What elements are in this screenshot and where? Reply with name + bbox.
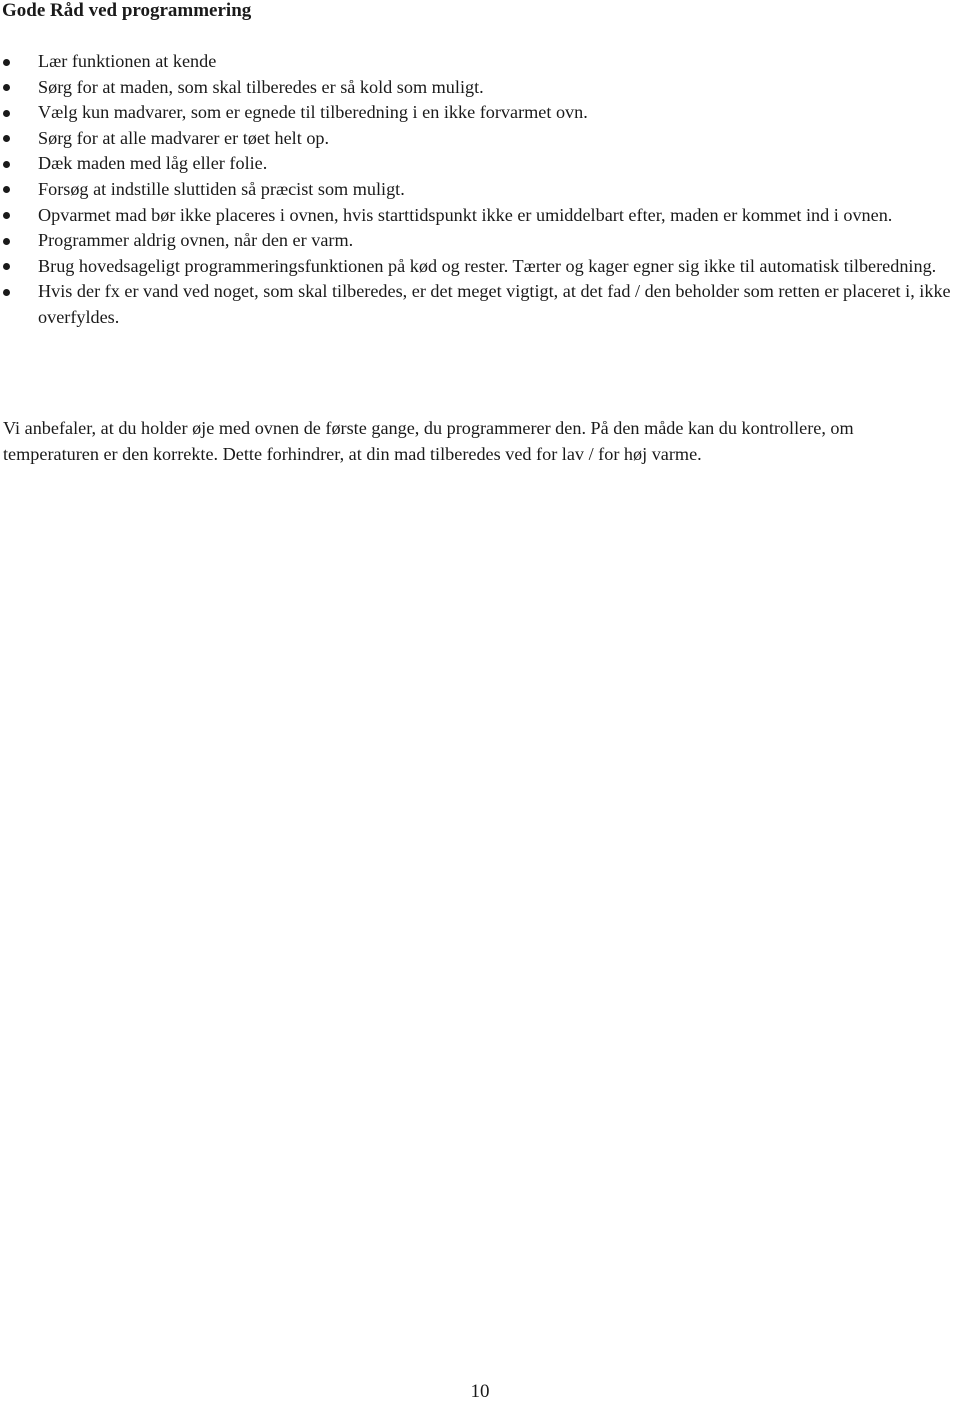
bullet-icon: [3, 186, 10, 193]
bullet-icon: [3, 59, 10, 66]
bullet-icon: [3, 212, 10, 219]
list-item-text: Programmer aldrig ovnen, når den er varm.: [38, 230, 354, 251]
bullet-icon: [3, 289, 10, 296]
list-item-text: Hvis der fx er vand ved noget, som skal tilberedes, er det meget vigtigt, at det fad / den beholder som retten er placeret i, ikke overfyldes.: [38, 281, 951, 327]
bullet-icon: [3, 84, 10, 91]
list-item: [0, 279, 960, 330]
list-item: [0, 126, 960, 152]
list-item-text: Sørg for at maden, som skal tilberedes er så kold som muligt.: [38, 76, 484, 97]
list-item: [0, 177, 960, 203]
bullet-icon: [3, 161, 10, 168]
bullet-icon: [3, 263, 10, 270]
page-number: 10: [470, 1381, 490, 1402]
bullet-icon: [3, 135, 10, 142]
list-item-text: Sørg for at alle madvarer er tøet helt op.: [38, 127, 330, 148]
page-title: Gode Råd ved programmering: [2, 0, 252, 21]
list-item-text: Opvarmet mad bør ikke placeres i ovnen, hvis starttidspunkt ikke er umiddelbart efter, maden er kommet ind i ovnen.: [38, 204, 893, 225]
list-item: [0, 100, 960, 126]
list-item: [0, 151, 960, 177]
list-item: [0, 203, 960, 229]
list-item: [0, 49, 960, 75]
list-item: [0, 254, 960, 280]
list-item-text: Brug hovedsageligt programmeringsfunktionen på kød og rester. Tærter og kager egner sig ikke til automatisk tilberedning.: [38, 255, 937, 276]
recommendation-paragraph: Vi anbefaler, at du holder øje med ovnen de første gange, du programmerer den. På den måde kan du kontrollere, om temperaturen er den korrekte. Dette forhindrer, at din mad tilberedes ved for lav / for høj varme.: [3, 418, 854, 464]
bullet-icon: [3, 110, 10, 117]
list-item: [0, 228, 960, 254]
list-item: [0, 75, 960, 101]
tips-list: [0, 49, 960, 331]
list-item-text: Forsøg at indstille sluttiden så præcist som muligt.: [38, 178, 405, 199]
list-item-text: Lær funktionen at kende: [38, 51, 217, 71]
list-item-text: Vælg kun madvarer, som er egnede til tilberedning i en ikke forvarmet ovn.: [38, 102, 588, 123]
list-item-text: Dæk maden med låg eller folie.: [38, 153, 268, 174]
bullet-icon: [3, 238, 10, 245]
